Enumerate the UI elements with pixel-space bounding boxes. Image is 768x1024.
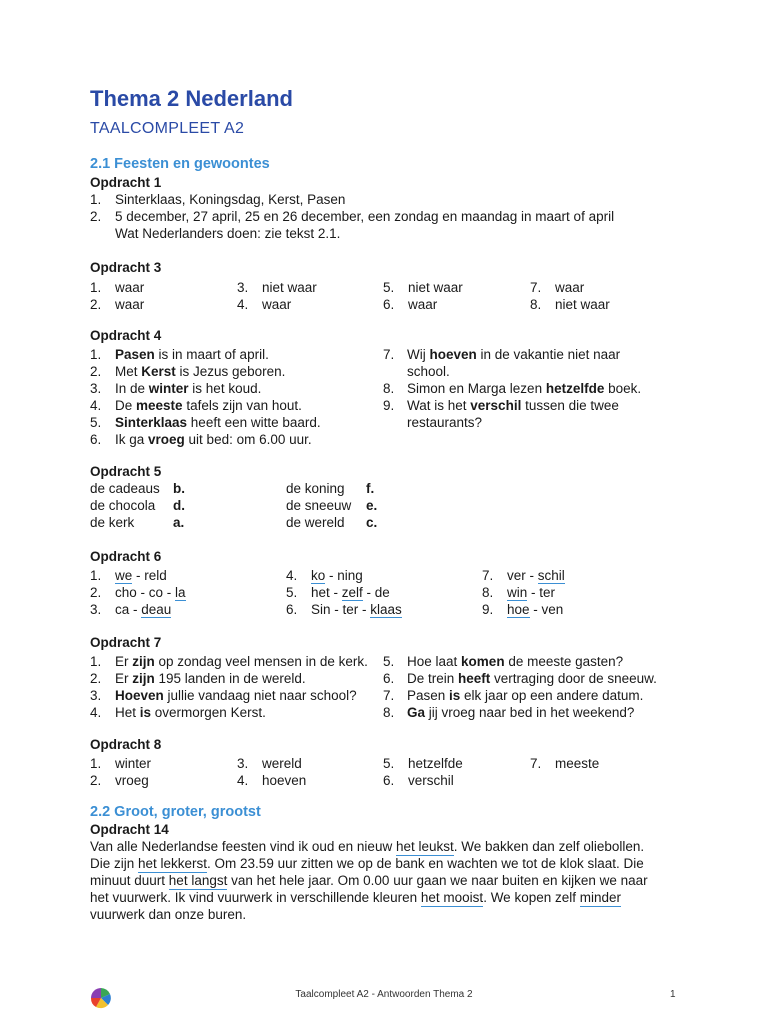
underlined-answer: het lekkerst xyxy=(138,856,208,871)
opdracht-6-heading: Opdracht 6 xyxy=(90,549,162,564)
list-item xyxy=(90,431,380,448)
syllable: ca - xyxy=(115,602,142,617)
opdracht-4-list xyxy=(90,346,690,448)
syllable-word xyxy=(507,601,563,618)
text-part: vuurwerk dan onze buren. xyxy=(90,907,247,922)
item-text: winter xyxy=(115,756,152,771)
syllable: - reld xyxy=(132,568,167,583)
text-part: 195 landen in de wereld. xyxy=(154,671,306,686)
stressed-syllable: zelf xyxy=(341,585,363,600)
grid-row xyxy=(90,279,690,296)
item-number: 6. xyxy=(286,602,298,617)
stressed-syllable: la xyxy=(175,585,186,600)
text-part: op zondag veel mensen in de kerk. xyxy=(154,654,368,669)
item-number: 4. xyxy=(90,705,102,720)
item-number: 7. xyxy=(383,347,395,362)
item-text xyxy=(407,380,641,397)
opdracht-1 xyxy=(90,174,690,242)
page-title: Thema 2 Nederland xyxy=(90,86,293,111)
list-item xyxy=(90,363,380,380)
match-word: de chocola xyxy=(90,498,156,513)
syllable: - ter xyxy=(527,585,556,600)
opdracht-7-heading: Opdracht 7 xyxy=(90,635,162,650)
text-part: tussen die twee xyxy=(521,398,619,413)
item-text xyxy=(115,687,357,704)
text-part: is in maart of april. xyxy=(154,347,269,362)
paragraph-line xyxy=(90,838,680,855)
text-part: Er xyxy=(115,654,133,669)
text-part: Wij xyxy=(407,347,430,362)
item-text xyxy=(115,653,368,670)
stressed-syllable: deau xyxy=(141,602,172,617)
syllable-word xyxy=(507,567,565,584)
text-part: is het koud. xyxy=(188,381,262,396)
grid-row xyxy=(90,772,690,789)
item-number: 2. xyxy=(90,297,102,312)
match-word: de cadeaus xyxy=(90,481,160,496)
syllable-word xyxy=(311,567,363,584)
item-text: meeste xyxy=(555,756,600,771)
item-number: 4. xyxy=(237,297,249,312)
item-text: school. xyxy=(407,364,450,379)
syllable-word xyxy=(507,584,555,601)
text-part: de meeste gasten? xyxy=(504,654,624,669)
list-item xyxy=(383,380,683,397)
underlined-answer: minder xyxy=(579,890,622,905)
page-number: 1 xyxy=(670,989,676,1000)
item-number: 7. xyxy=(383,688,395,703)
list-item xyxy=(90,346,380,363)
item-text: restaurants? xyxy=(407,415,483,430)
underlined-answer: het leukst xyxy=(395,839,454,854)
syllable-word xyxy=(115,584,186,601)
match-word: de sneeuw xyxy=(286,498,352,513)
text-part: jij vroeg naar bed in het weekend? xyxy=(425,705,635,720)
item-text: vroeg xyxy=(115,773,149,788)
opdracht-1-list xyxy=(90,191,690,242)
answer-word: heeft xyxy=(458,671,491,686)
stressed-syllable: we xyxy=(115,568,133,583)
item-text xyxy=(407,670,657,687)
item-number: 3. xyxy=(237,756,249,771)
stressed-syllable: ko xyxy=(311,568,326,583)
item-number: 8. xyxy=(530,297,542,312)
item-text: waar xyxy=(115,280,145,295)
item-number: 9. xyxy=(482,602,494,617)
item-text: Sinterklaas, Koningsdag, Kerst, Pasen xyxy=(115,192,346,207)
item-text xyxy=(115,414,321,431)
item-number: 3. xyxy=(237,280,249,295)
list-item xyxy=(383,397,683,414)
list-item xyxy=(90,653,380,670)
list-item xyxy=(90,208,690,225)
list-item xyxy=(90,704,380,721)
item-number: 9. xyxy=(383,398,395,413)
item-number: 4. xyxy=(237,773,249,788)
text-part: het vuurwerk. Ik vind vuurwerk in verschillende kleuren xyxy=(90,890,421,905)
answer-word: winter xyxy=(148,381,189,396)
item-number: 2. xyxy=(90,773,102,788)
item-text xyxy=(407,653,623,670)
grid-row xyxy=(90,584,690,601)
opdracht-5 xyxy=(90,463,690,531)
text-part: is Jezus geboren. xyxy=(175,364,286,379)
item-text xyxy=(115,431,312,448)
list-item xyxy=(90,414,380,431)
match-letter: b. xyxy=(173,481,185,496)
item-text: niet waar xyxy=(262,280,317,295)
syllable: - ning xyxy=(325,568,363,583)
match-letter: f. xyxy=(366,481,375,496)
grid-row xyxy=(90,567,690,584)
item-text: waar xyxy=(555,280,585,295)
item-text xyxy=(115,346,269,363)
syllable: - de xyxy=(362,585,390,600)
answer-word: is xyxy=(449,688,461,703)
opdracht-5-heading: Opdracht 5 xyxy=(90,464,162,479)
opdracht-4 xyxy=(90,327,690,448)
text-part: van het hele jaar. Om 0.00 uur gaan we naar buiten en kijken we naar xyxy=(227,873,648,888)
item-number: 6. xyxy=(383,671,395,686)
list-item xyxy=(383,670,683,687)
item-number: 5. xyxy=(383,654,395,669)
item-text: 5 december, 27 april, 25 en 26 december, een zondag en maandag in maart of april xyxy=(115,209,615,224)
syllable: cho - co - xyxy=(115,585,176,600)
item-number: 1. xyxy=(90,568,102,583)
match-letter: e. xyxy=(366,498,378,513)
match-word: de koning xyxy=(286,481,345,496)
opdracht-7 xyxy=(90,634,690,721)
underlined-answer: het mooist xyxy=(420,890,484,905)
item-text xyxy=(407,704,634,721)
syllable: - ven xyxy=(529,602,564,617)
section-title-2-2: 2.2 Groot, groter, grootst xyxy=(90,804,261,820)
syllable-word xyxy=(115,601,171,618)
text-part: Die zijn xyxy=(90,856,139,871)
match-row xyxy=(90,514,690,531)
answer-word: is xyxy=(139,705,152,720)
stressed-syllable: hoe xyxy=(507,602,530,617)
opdracht-6 xyxy=(90,548,690,618)
item-number: 2. xyxy=(90,209,102,224)
text-part: elk jaar op een andere datum. xyxy=(460,688,644,703)
text-part: . Om 23.59 uur zitten we op de bank en wachten we tot de klok slaat. Die xyxy=(207,856,644,871)
text-part: Met xyxy=(115,364,142,379)
answer-word: Ga xyxy=(407,705,426,720)
opdracht-8 xyxy=(90,736,690,789)
item-number: 5. xyxy=(90,415,102,430)
syllable-word xyxy=(311,584,390,601)
syllable: ver - xyxy=(507,568,538,583)
list-item xyxy=(383,346,683,363)
text-part: tafels zijn van hout. xyxy=(182,398,302,413)
item-text: hetzelfde xyxy=(408,756,463,771)
item-number: 7. xyxy=(530,756,542,771)
item-number: 8. xyxy=(383,381,395,396)
paragraph-line xyxy=(90,889,680,906)
answer-word: verschil xyxy=(470,398,522,413)
item-number: 2. xyxy=(90,671,102,686)
list-item xyxy=(90,191,690,208)
answer-word: Pasen xyxy=(115,347,155,362)
list-item xyxy=(90,687,380,704)
text-part: boek. xyxy=(604,381,642,396)
text-part: . We kopen zelf xyxy=(483,890,580,905)
match-word: de kerk xyxy=(90,515,135,530)
text-part: Ik ga xyxy=(115,432,149,447)
text-part: in de vakantie niet naar xyxy=(476,347,621,362)
answer-word: hetzelfde xyxy=(545,381,605,396)
text-part: overmorgen Kerst. xyxy=(151,705,266,720)
page-footer xyxy=(0,987,768,1007)
item-text xyxy=(407,397,619,414)
item-number: 2. xyxy=(90,585,102,600)
item-number: 8. xyxy=(383,705,395,720)
item-number: 3. xyxy=(90,381,102,396)
item-text: waar xyxy=(262,297,292,312)
text-part: Er xyxy=(115,671,133,686)
item-text: hoeven xyxy=(262,773,307,788)
syllable-word xyxy=(311,601,402,618)
text-part: Wat is het xyxy=(407,398,471,413)
item-text xyxy=(407,687,643,704)
item-number: 1. xyxy=(90,192,102,207)
list-item-continuation xyxy=(90,225,690,242)
item-number: 3. xyxy=(90,688,102,703)
text-part: De xyxy=(115,398,137,413)
text-part: vertraging door de sneeuw. xyxy=(490,671,657,686)
item-text: waar xyxy=(115,297,145,312)
opdracht-5-grid xyxy=(90,480,690,531)
paragraph-line xyxy=(90,855,680,872)
answer-word: zijn xyxy=(132,654,155,669)
opdracht-4-heading: Opdracht 4 xyxy=(90,328,162,343)
list-item xyxy=(90,397,380,414)
item-text xyxy=(115,363,285,380)
opdracht-3 xyxy=(90,259,690,313)
text-part: minuut duurt xyxy=(90,873,169,888)
section-title-2-1: 2.1 Feesten en gewoontes xyxy=(90,156,270,172)
underlined-answer: het langst xyxy=(168,873,228,888)
match-row xyxy=(90,480,690,497)
opdracht-3-heading: Opdracht 3 xyxy=(90,260,162,275)
text-part: heeft een witte baard. xyxy=(187,415,321,430)
answer-word: hoeven xyxy=(429,347,477,362)
opdracht-8-grid xyxy=(90,755,690,789)
item-number: 1. xyxy=(90,280,102,295)
text-part: jullie vandaag niet naar school? xyxy=(163,688,357,703)
text-part: Hoe laat xyxy=(407,654,462,669)
item-number: 5. xyxy=(286,585,298,600)
item-number: 8. xyxy=(482,585,494,600)
item-number: 6. xyxy=(383,773,395,788)
text-part: . We bakken dan zelf oliebollen. xyxy=(453,839,645,854)
list-item xyxy=(90,380,380,397)
paragraph-line xyxy=(90,906,680,923)
opdracht-8-heading: Opdracht 8 xyxy=(90,737,162,752)
text-part: Het xyxy=(115,705,140,720)
match-word: de wereld xyxy=(286,515,345,530)
item-number: 5. xyxy=(383,756,395,771)
item-text xyxy=(115,380,261,397)
match-letter: c. xyxy=(366,515,378,530)
text-part: Pasen xyxy=(407,688,450,703)
syllable: het - xyxy=(311,585,342,600)
item-number: 1. xyxy=(90,756,102,771)
answer-word: Kerst xyxy=(141,364,176,379)
item-number: 6. xyxy=(90,432,102,447)
item-number: 7. xyxy=(482,568,494,583)
opdracht-3-grid xyxy=(90,279,690,313)
grid-row xyxy=(90,296,690,313)
item-number: 6. xyxy=(383,297,395,312)
text-part: uit bed: om 6.00 uur. xyxy=(184,432,312,447)
item-text: niet waar xyxy=(555,297,610,312)
answer-word: Hoeven xyxy=(115,688,164,703)
text-part: De trein xyxy=(407,671,459,686)
item-text xyxy=(115,704,266,721)
opdracht-7-list xyxy=(90,653,690,721)
item-text xyxy=(407,346,620,363)
text-part: Simon en Marga lezen xyxy=(407,381,546,396)
item-number: 4. xyxy=(90,398,102,413)
item-text xyxy=(115,670,306,687)
opdracht-14-heading: Opdracht 14 xyxy=(90,822,169,837)
answer-word: Sinterklaas xyxy=(115,415,188,430)
opdracht-14-paragraph xyxy=(90,838,680,923)
list-item xyxy=(383,653,683,670)
grid-row xyxy=(90,755,690,772)
item-number: 1. xyxy=(90,347,102,362)
grid-row xyxy=(90,601,690,618)
item-number: 4. xyxy=(286,568,298,583)
opdracht-6-grid xyxy=(90,567,690,618)
match-letter: d. xyxy=(173,498,185,513)
stressed-syllable: schil xyxy=(537,568,565,583)
opdracht-14 xyxy=(90,821,690,923)
item-text: niet waar xyxy=(408,280,463,295)
list-item xyxy=(90,670,380,687)
item-number: 1. xyxy=(90,654,102,669)
item-number: 5. xyxy=(383,280,395,295)
item-text: wereld xyxy=(262,756,302,771)
text-part: Van alle Nederlandse feesten vind ik oud en nieuw xyxy=(90,839,396,854)
item-number: 3. xyxy=(90,602,102,617)
list-item-continuation xyxy=(407,414,482,431)
item-number: 2. xyxy=(90,364,102,379)
list-item-continuation xyxy=(407,363,450,380)
match-row xyxy=(90,497,690,514)
text-part: In de xyxy=(115,381,149,396)
stressed-syllable: klaas xyxy=(370,602,402,617)
item-text: Wat Nederlanders doen: zie tekst 2.1. xyxy=(115,226,341,241)
item-text: verschil xyxy=(408,773,454,788)
list-item xyxy=(383,687,683,704)
syllable-word xyxy=(115,567,167,584)
answer-word: vroeg xyxy=(148,432,185,447)
syllable: Sin - ter - xyxy=(311,602,371,617)
answer-word: meeste xyxy=(136,398,183,413)
item-text: waar xyxy=(408,297,438,312)
list-item xyxy=(383,704,683,721)
answer-word: zijn xyxy=(132,671,155,686)
item-text xyxy=(115,397,302,414)
footer-text: Taalcompleet A2 - Antwoorden Thema 2 xyxy=(295,989,473,1000)
page-subtitle: TAALCOMPLEET A2 xyxy=(90,120,245,137)
match-letter: a. xyxy=(173,515,185,530)
opdracht-1-heading: Opdracht 1 xyxy=(90,175,162,190)
paragraph-line xyxy=(90,872,680,889)
item-number: 7. xyxy=(530,280,542,295)
stressed-syllable: win xyxy=(507,585,528,600)
answer-word: komen xyxy=(461,654,505,669)
